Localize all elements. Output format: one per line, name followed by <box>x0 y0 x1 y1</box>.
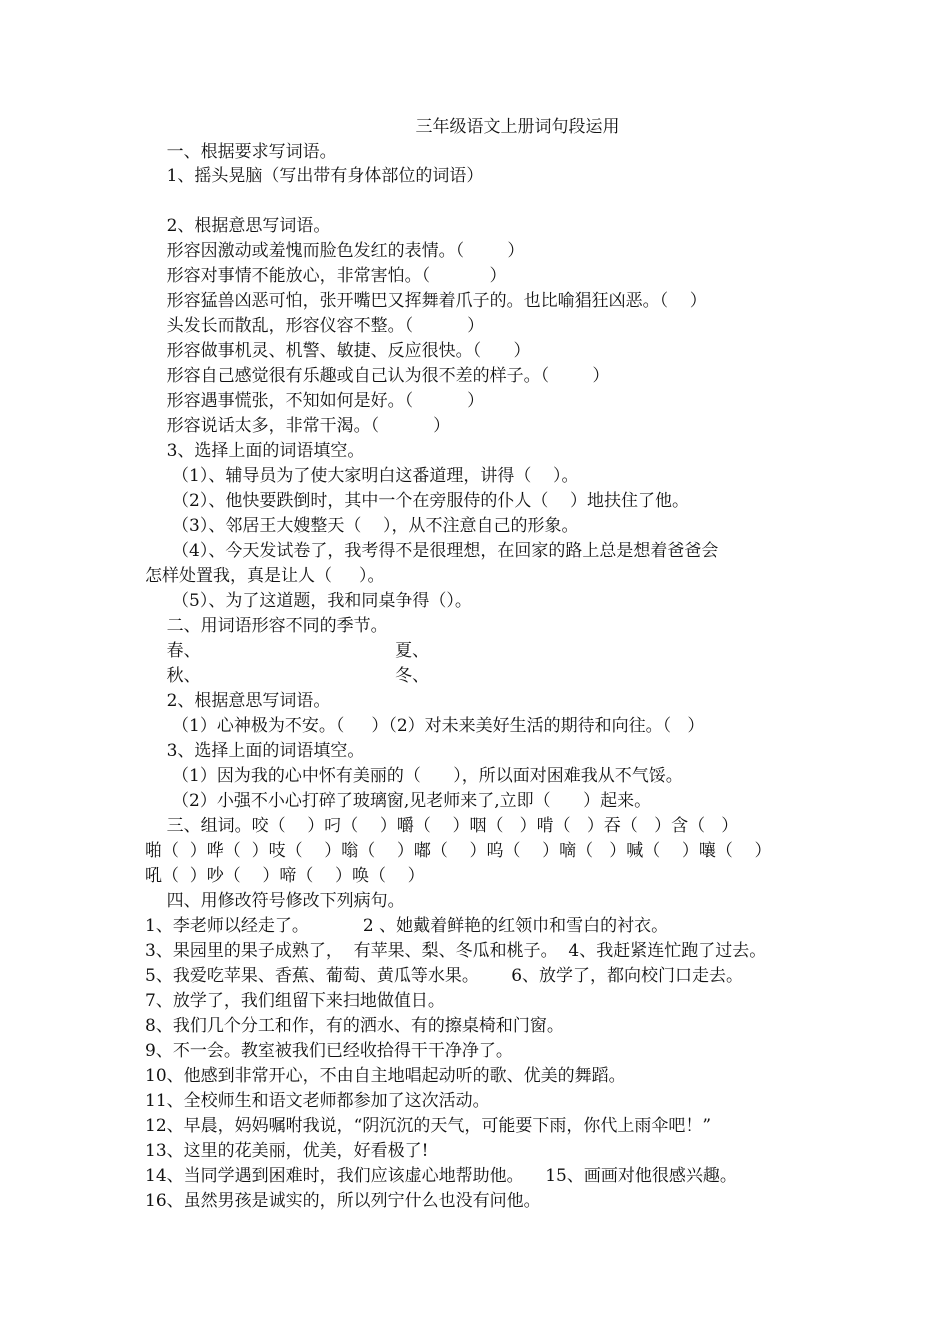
document-line: 吼（ ）吵（ ）啼（ ）唤（ ） <box>145 866 425 886</box>
document-line: 形容猛兽凶恶可怕，张开嘴巴又挥舞着爪子的。也比喻猖狂凶恶。（ ） <box>145 291 707 311</box>
document-line: 12、早晨，妈妈嘱咐我说，“阴沉沉的天气，可能要下雨，你代上雨伞吧！” <box>145 1116 712 1136</box>
document-line: 2、根据意思写词语。 <box>145 216 331 236</box>
document-line: 3、果园里的果子成熟了， 有苹果、梨、冬瓜和桃子。 4、我赶紧连忙跑了过去。 <box>145 941 767 961</box>
document-line: 春、 夏、 <box>145 641 430 661</box>
document-line: 9、不一会。教室被我们已经收拾得干干净净了。 <box>145 1041 513 1061</box>
document-line: 形容对事情不能放心，非常害怕。（ ） <box>145 266 507 286</box>
document-line: 10、他感到非常开心，不由自主地唱起动听的歌、优美的舞蹈。 <box>145 1066 626 1086</box>
document-line: 2、根据意思写词语。 <box>145 691 331 711</box>
document-line: 1、李老师以经走了。 2 、她戴着鲜艳的红领巾和雪白的衬衣。 <box>145 916 669 936</box>
document-line: 8、我们几个分工和作，有的洒水、有的擦桌椅和门窗。 <box>145 1016 564 1036</box>
document-line: 啪（ ）哗（ ）吱（ ）嗡（ ）嘟（ ）呜（ ）嘀（ ）喊（ ）嚷（ ） <box>145 841 772 861</box>
document-line: 13、这里的花美丽，优美，好看极了! <box>145 1141 429 1161</box>
document-line: 怎样处置我，真是让人（ ）。 <box>145 566 385 586</box>
document-line: 秋、 冬、 <box>145 666 430 686</box>
document-line: 3、选择上面的词语填空。 <box>145 741 365 761</box>
document-line: （2）、他快要跌倒时，其中一个在旁服侍的仆人（ ）地扶住了他。 <box>145 491 689 511</box>
document-line: 二、用词语形容不同的季节。 <box>145 616 388 636</box>
document-line: 三、组词。咬（ ）叼（ ）嚼（ ）咽（ ）啃（ ）吞（ ）含（ ） <box>145 816 739 836</box>
document-line: （1）、辅导员为了使大家明白这番道理，讲得（ ）。 <box>145 466 579 486</box>
document-line: （2）小强不小心打碎了玻璃窗,见老师来了,立即（ ）起来。 <box>145 791 652 811</box>
document-line: 形容做事机灵、机警、敏捷、反应很快。（ ） <box>145 341 531 361</box>
document-line: 5、我爱吃苹果、香蕉、葡萄、黄瓜等水果。 6、放学了，都向校门口走去。 <box>145 966 744 986</box>
document-line: 11、全校师生和语文老师都参加了这次活动。 <box>145 1091 490 1111</box>
document-line: （5）、为了这道题，我和同桌争得（）。 <box>145 591 472 611</box>
document-title: 三年级语文上册词句段运用 <box>415 117 620 137</box>
document-line: 一、根据要求写词语。 <box>145 142 337 162</box>
document-line: 7、放学了，我们组留下来扫地做值日。 <box>145 991 445 1011</box>
document-line: 形容自己感觉很有乐趣或自己认为很不差的样子。（ ） <box>145 366 610 386</box>
document-line: 形容说话太多，非常干渴。（ ） <box>145 416 451 436</box>
document-line: 1、摇头晃脑（写出带有身体部位的词语） <box>145 166 484 186</box>
document-line: （4）、今天发试卷了，我考得不是很理想，在回家的路上总是想着爸爸会 <box>145 541 719 561</box>
document-line: 形容遇事慌张，不知如何是好。（ ） <box>145 391 485 411</box>
document-line: 形容因激动或羞愧而脸色发红的表情。（ ） <box>145 241 525 261</box>
document-line: 四、用修改符号修改下列病句。 <box>145 891 405 911</box>
document-line: （3）、邻居王大嫂整天（ ），从不注意自己的形象。 <box>145 516 579 536</box>
document-line: 16、虽然男孩是诚实的，所以列宁什么也没有问他。 <box>145 1191 541 1211</box>
document-line: 14、当同学遇到困难时，我们应该虚心地帮助他。 15、画画对他很感兴趣。 <box>145 1166 737 1186</box>
document-line: （1）因为我的心中怀有美丽的（ ），所以面对困难我从不气馁。 <box>145 766 683 786</box>
document-line: （1）心神极为不安。（ ）（2）对未来美好生活的期待和向往。（ ） <box>145 716 705 736</box>
document-line: 3、选择上面的词语填空。 <box>145 441 365 461</box>
document-line: 头发长而散乱，形容仪容不整。（ ） <box>145 316 485 336</box>
